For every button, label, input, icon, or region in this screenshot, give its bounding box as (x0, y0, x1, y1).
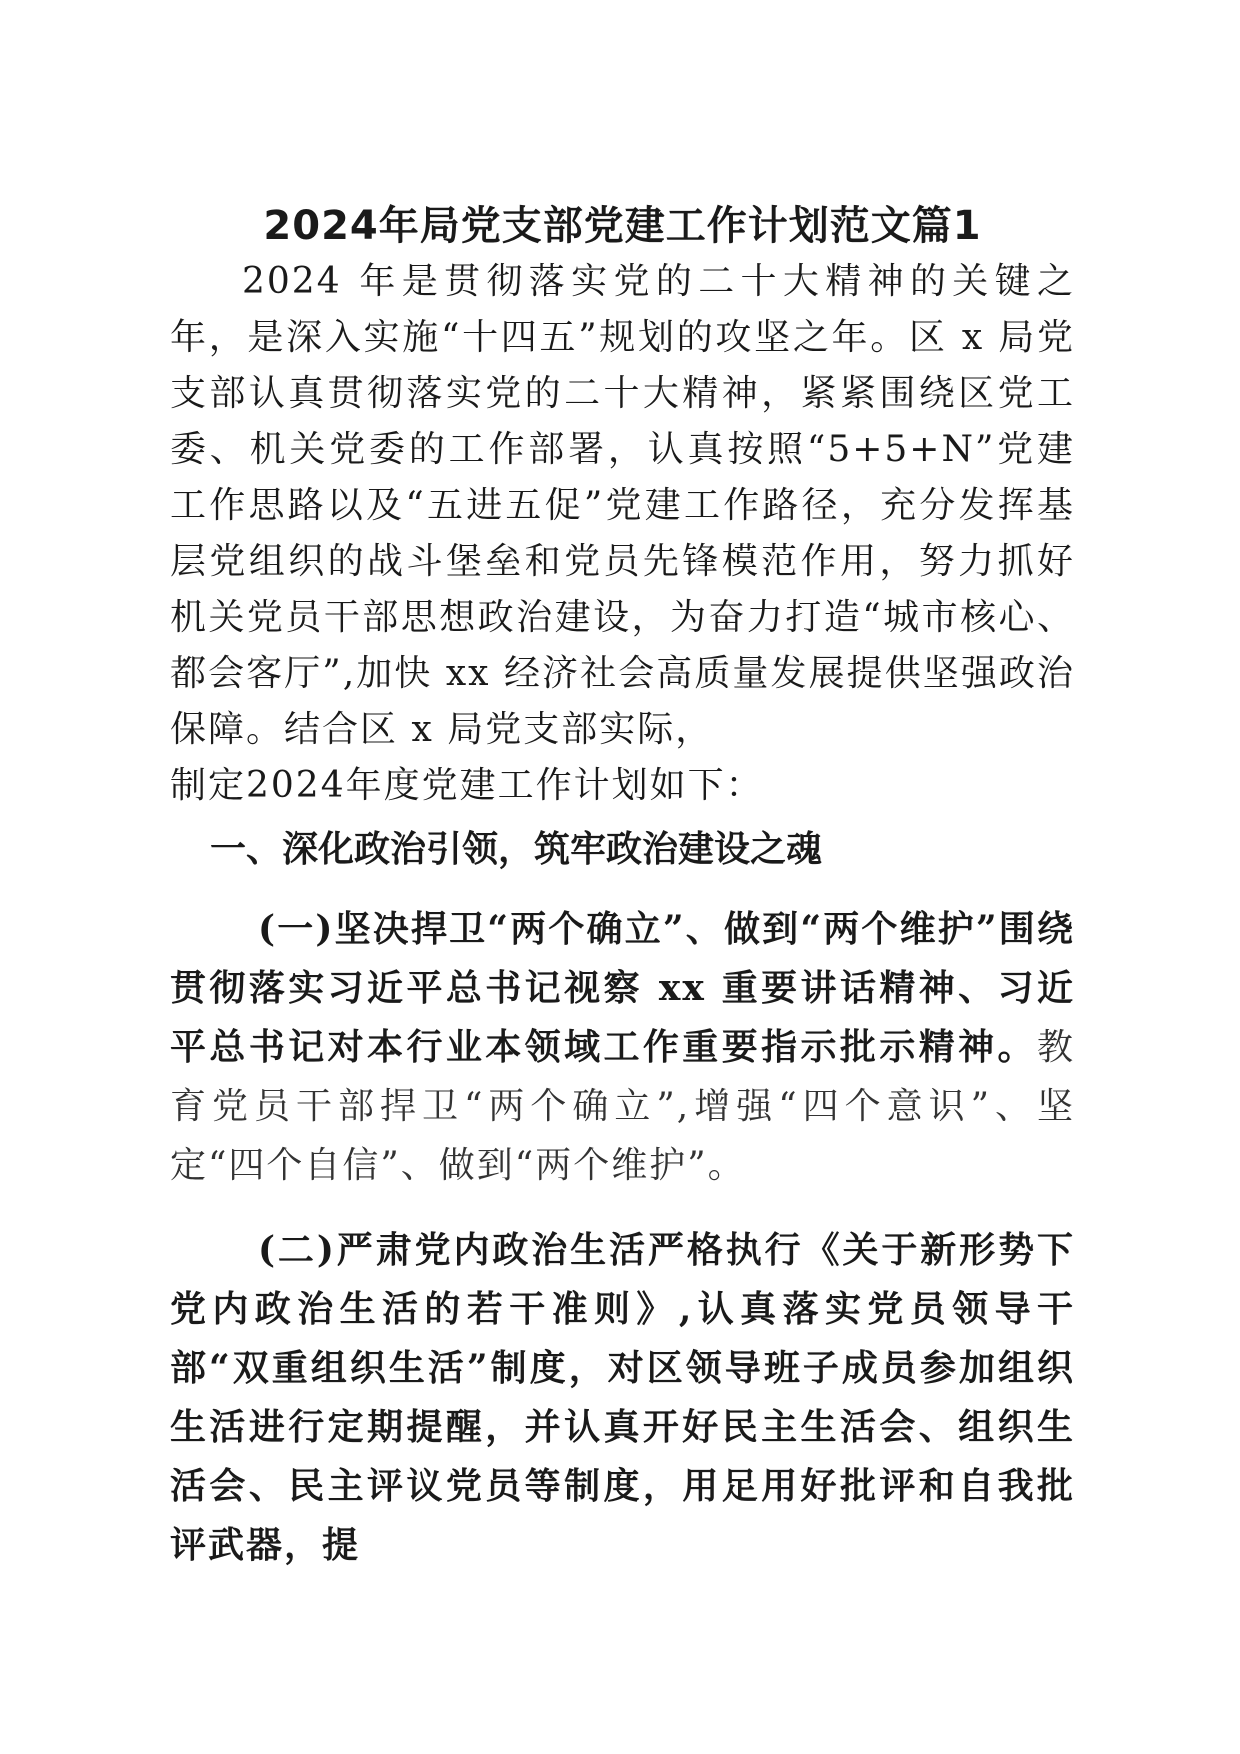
section-item-1 (170, 900, 1075, 1195)
document-page (170, 198, 1075, 1601)
intro-paragraph: 2024 年是贯彻落实党的二十大精神的关键之年，是深入实施“十四五”规划的攻坚之年。区 x 局党支部认真贯彻落实党的二十大精神，紧紧围绕区党工委、机关党委的工作部署，认真按照“5+5+N”党建工作思路以及“五进五促”党建工作路径，充分发挥基层党组织的战斗堡垒和党员先锋模范作用，努力抓好机关党员干部思想政治建设，为奋力打造“城市核心、都会客厅”,加快 xx 经济社会高质量发展提供坚强政治保障。结合区 x 局党支部实际， (170, 261, 1075, 750)
item-1-body-text: 教育党员干部捍卫“两个确立”,增强“四个意识”、坚定“四个自信”、做到“两个维护”。 (170, 1027, 1075, 1186)
item-1-bold-text: (一)坚决捍卫“两个确立”、做到“两个维护”围绕贯彻落实习近平总书记视察 xx 重要讲话精神、习近平总书记对本行业本领域工作重要指示批示精神。 (170, 908, 1075, 1068)
intro-tail-line: 制定2024年度党建工作计划如下： (170, 765, 764, 806)
document-title: 2024年局党支部党建工作计划范文篇1 (263, 203, 982, 249)
section-heading: 一、深化政治引领，筑牢政治建设之魂 (210, 829, 823, 870)
section-item-2 (170, 1221, 1075, 1575)
item-2-bold-text: (二)严肃党内政治生活严格执行《关于新形势下党内政治生活的若干准则》,认真落实党员领导干部“双重组织生活”制度，对区领导班子成员参加组织生活进行定期提醒，并认真开好民主生活会、组织生活会、民主评议党员等制度，用足用好批评和自我批评武器，提 (170, 1229, 1075, 1566)
